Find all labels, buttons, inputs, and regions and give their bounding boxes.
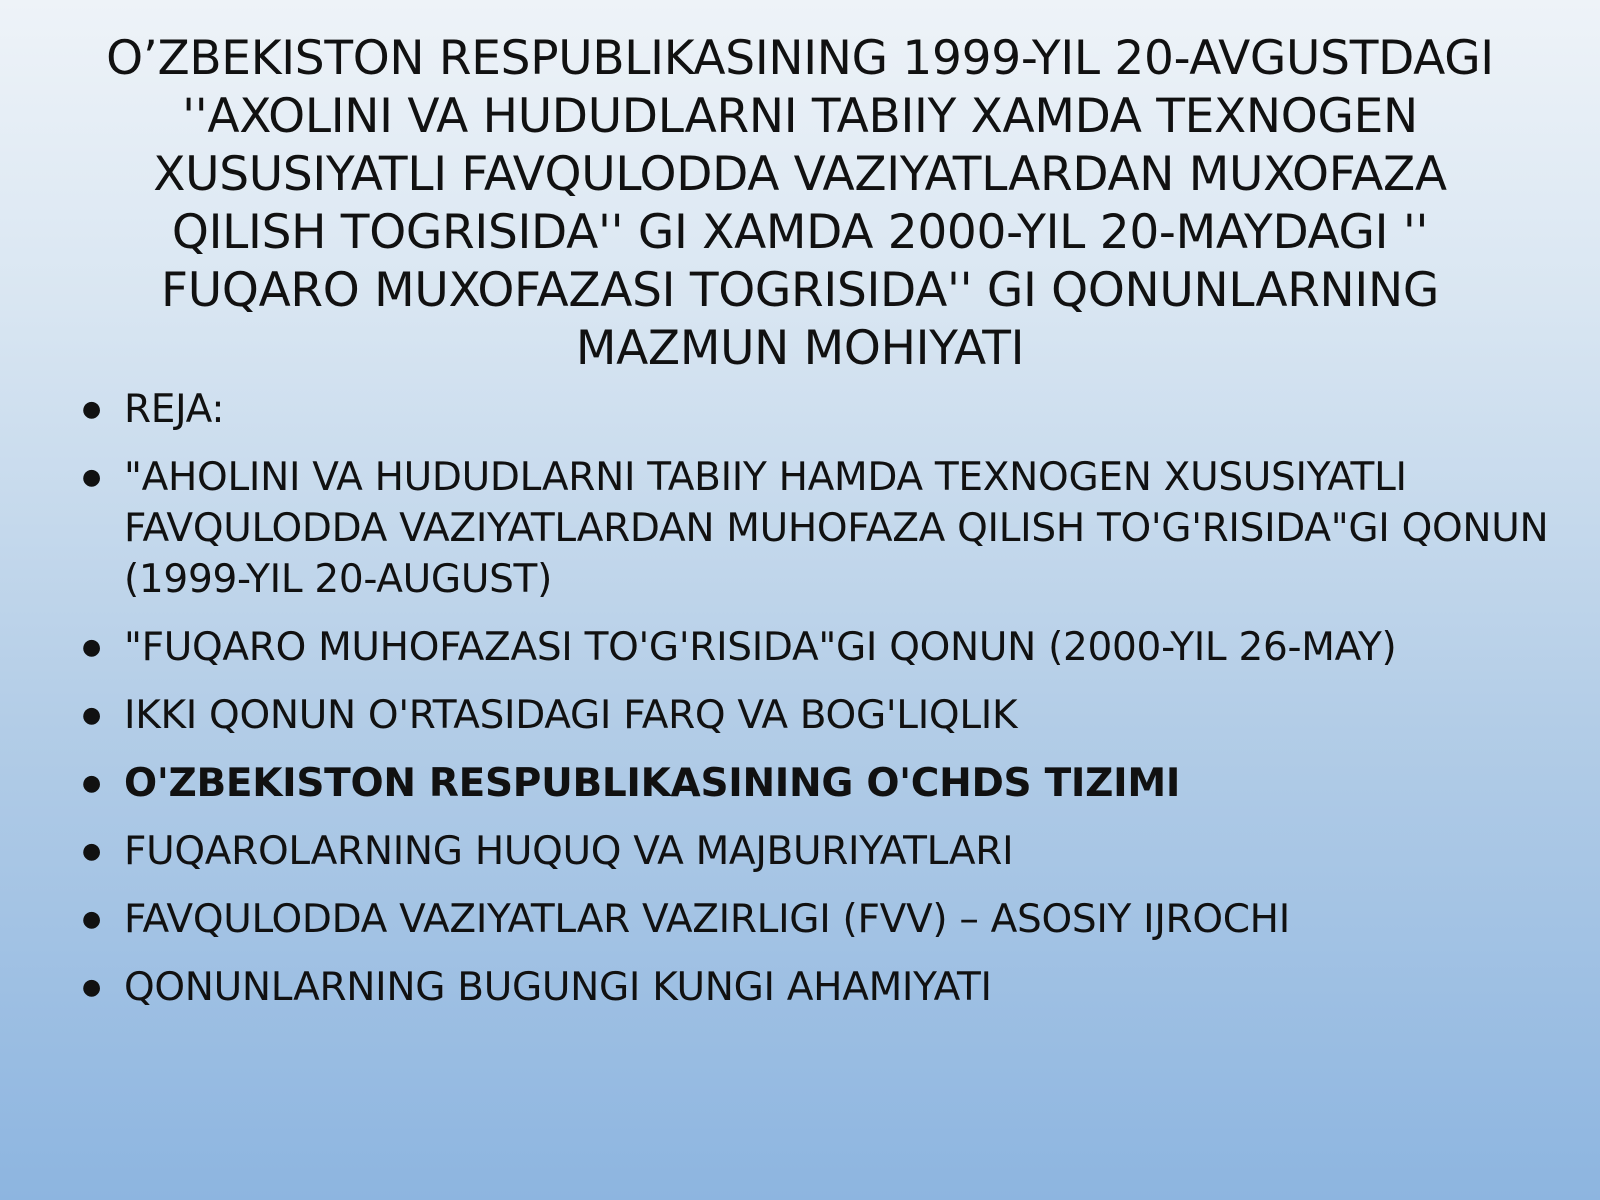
slide-title: O’ZBEKISTON RESPUBLIKASINING 1999-YIL 20-AVGUSTDAGI ''AXOLINI VA HUDUDLARNI TABIIY XAMDA TEXNOGEN XUSUSIYATLI FAVQULODDA VAZIYATLARDAN MUXOFAZA QILISH TOGRISIDA'' GI XAMDA 2000-YIL 20-MAYDAGI '' FUQARO MUXOFAZASI TOGRISIDA'' GI QONUNLARNING MAZMUN MOHIYATI — [106, 31, 1494, 376]
bullet-dot-icon: ● — [82, 397, 101, 422]
bullet-item-rights-duties — [82, 826, 1552, 877]
bullet-dot-icon: ● — [82, 771, 101, 796]
bullet-text: FAVQULODDA VAZIYATLAR VAZIRLIGI (FVV) – ASOSIY IJROCHI — [124, 897, 1290, 942]
bullet-text: "AHOLINI VA HUDUDLARNI TABIIY HAMDA TEXNOGEN XUSUSIYATLI FAVQULODDA VAZIYATLARDAN MUHOFAZA QILISH TO'G'RISIDA"GI QONUN (1999-YIL 20-AUGUST) — [124, 455, 1549, 602]
bullet-item-law-2000 — [82, 622, 1552, 673]
bullet-dot-icon: ● — [82, 465, 101, 490]
bullet-item-ochds-system — [82, 758, 1552, 809]
bullet-item-ministry — [82, 894, 1552, 945]
bullet-item-reja — [82, 384, 1552, 435]
bullet-dot-icon: ● — [82, 635, 101, 660]
bullet-text: FUQAROLARNING HUQUQ VA MAJBURIYATLARI — [124, 829, 1014, 874]
bullet-text: IKKI QONUN O'RTASIDAGI FARQ VA BOG'LIQLIK — [124, 693, 1018, 738]
bullet-dot-icon: ● — [82, 703, 101, 728]
bullet-text: O'ZBEKISTON RESPUBLIKASINING O'CHDS TIZIMI — [124, 761, 1181, 806]
bullet-list — [82, 384, 1552, 1030]
bullet-dot-icon: ● — [82, 839, 101, 864]
bullet-item-law-1999 — [82, 452, 1552, 605]
bullet-text: REJA: — [124, 387, 225, 432]
bullet-text: "FUQARO MUHOFAZASI TO'G'RISIDA"GI QONUN (2000-YIL 26-MAY) — [124, 625, 1397, 670]
bullet-dot-icon: ● — [82, 975, 101, 1000]
bullet-dot-icon: ● — [82, 907, 101, 932]
bullet-item-importance — [82, 962, 1552, 1013]
bullet-item-difference — [82, 690, 1552, 741]
bullet-text: QONUNLARNING BUGUNGI KUNGI AHAMIYATI — [124, 965, 992, 1010]
